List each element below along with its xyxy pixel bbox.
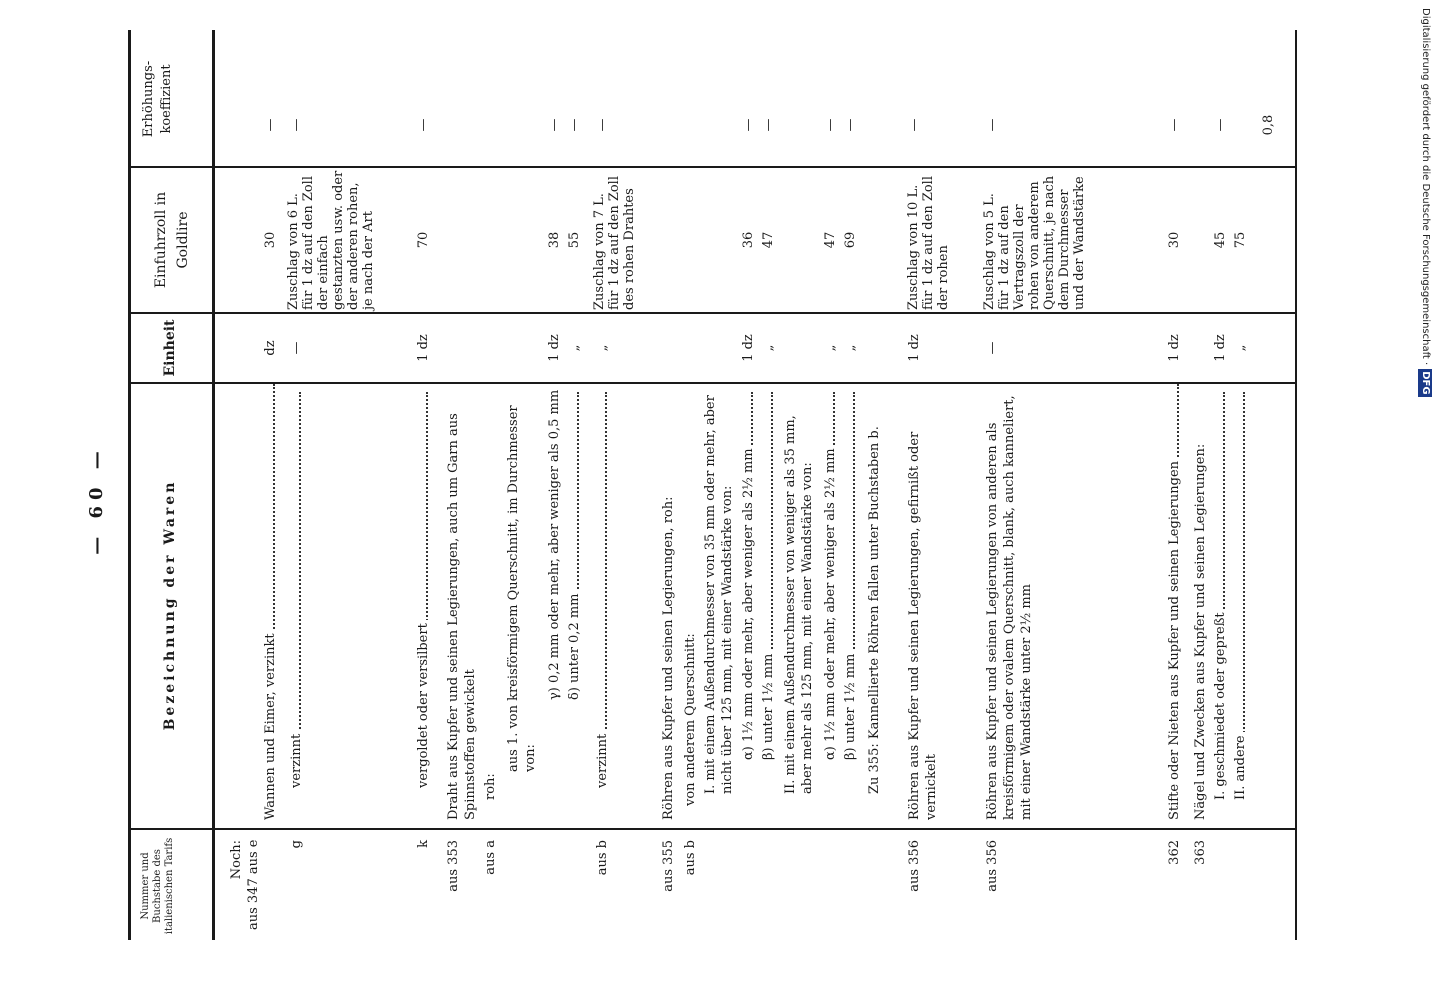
unit: „ (567, 344, 582, 352)
goods-description (262, 380, 279, 820)
tariff-ref: k (416, 840, 431, 848)
goods-description: Nägel und Zwecken aus Kupfer und seinen Legierungen: (1193, 443, 1208, 820)
dfg-logo: DFG (1420, 371, 1431, 395)
coefficient: — (823, 118, 838, 132)
duty: 55 (567, 231, 582, 249)
tariff-ref: aus 355 (661, 840, 676, 892)
goods-description-text: β) unter 1½ mm (761, 651, 776, 760)
duty: 69 (843, 231, 858, 249)
column-divider (128, 382, 1297, 384)
goods-description-text: I. geschmiedet oder gepreßt (1213, 609, 1228, 800)
goods-description: roh: (483, 773, 498, 800)
tariff-ref: Noch: (229, 840, 244, 880)
goods-description (594, 388, 611, 788)
goods-description: I. mit einem Außendurchmesser von 35 mm oder mehr, aber nicht über 125 mm, mit einer Wandstärke von: (703, 395, 735, 794)
goods-description: aus 1. von kreisförmigem Querschnitt, im Durchmesser von: (506, 405, 538, 772)
goods-description: Röhren aus Kupfer und seinen Legierungen, gefirnißt oder vernickelt (907, 431, 939, 820)
coefficient: — (843, 118, 858, 132)
goods-description-text: II. andere (1233, 732, 1248, 800)
goods-description-text: vergoldet oder versilbert (416, 620, 431, 788)
goods-description: Röhren aus Kupfer und seinen Legierungen, roh: (661, 496, 676, 820)
goods-description: von anderem Querschnitt: (683, 633, 698, 806)
goods-description (842, 388, 859, 760)
unit: — (289, 341, 304, 355)
goods-description-text: δ) unter 0,2 mm (567, 590, 582, 700)
goods-description (760, 388, 777, 760)
goods-description: Zu 355: Kannellierte Röhren fallen unter Buchstaben b. (867, 426, 882, 794)
duty: 30 (1167, 231, 1182, 249)
coefficient: — (547, 118, 562, 132)
tariff-ref: aus 356 (985, 840, 1000, 892)
header-description: Bezeichnung der Waren (162, 479, 178, 731)
unit: „ (761, 344, 776, 352)
goods-description (822, 388, 839, 760)
coefficient: — (907, 118, 922, 132)
unit: dz (263, 340, 278, 356)
column-divider (128, 166, 1297, 168)
coefficient: — (416, 118, 431, 132)
header-coefficient: Erhöhungskoeffizient (141, 60, 174, 138)
tariff-ref: aus 353 (446, 840, 461, 892)
goods-description: Draht aus Kupfer und seinen Legierungen, auch um Garn aus Spinnstoffen gewickelt (446, 413, 478, 820)
goods-description-text: Wannen und Eimer, verzinkt (263, 630, 278, 820)
goods-description (1212, 388, 1229, 800)
duty: 47 (823, 231, 838, 249)
coefficient: — (741, 118, 756, 132)
goods-description (1232, 388, 1249, 800)
coefficient: — (1213, 118, 1228, 132)
header-number: Nummer und Buchstabe des italienischen Tarifs (140, 837, 175, 935)
column-divider (128, 312, 1297, 314)
tariff-ref: 362 (1167, 840, 1182, 865)
unit: „ (843, 344, 858, 352)
tariff-ref: g (289, 840, 304, 849)
tariff-ref: 363 (1193, 840, 1208, 865)
tariff-ref: aus 356 (907, 840, 922, 892)
coefficient: — (761, 118, 776, 132)
column-divider (128, 828, 1297, 830)
duty: 45 (1213, 231, 1228, 249)
unit: 1 dz (416, 334, 431, 362)
unit: 1 dz (547, 334, 562, 362)
goods-description (415, 388, 432, 788)
coefficient: — (595, 118, 610, 132)
goods-description-text: Stifte oder Nieten aus Kupfer und seinen Legierungen (1167, 458, 1182, 820)
goods-description (740, 388, 757, 760)
duty: 47 (761, 231, 776, 249)
duty: 38 (547, 231, 562, 249)
duty: Zuschlag von 6 L. für 1 dz auf den Zoll der einfach gestanzten usw. oder der anderen rohen, je nach der Art (286, 170, 376, 310)
goods-description-text: α) 1½ mm oder mehr, aber weniger als 2½ mm (823, 445, 838, 760)
unit: „ (823, 344, 838, 352)
duty: 75 (1233, 231, 1248, 249)
tariff-ref: aus b (595, 840, 610, 876)
watermark-strip (10, 0, 1424, 20)
unit: 1 dz (741, 334, 756, 362)
coefficient: — (985, 118, 1000, 132)
goods-description (566, 388, 583, 700)
coefficient: — (289, 118, 304, 132)
header-unit: Einheit (162, 319, 178, 377)
goods-description: Röhren aus Kupfer und seinen Legierungen von anderen als kreisförmigem oder ovalem Querschnitt, blank, auch kanneliert, mit einer Wandstärke unter 2½ mm (985, 395, 1034, 820)
unit: — (985, 341, 1000, 355)
duty: 36 (741, 231, 756, 249)
goods-description-text: α) 1½ mm oder mehr, aber weniger als 2½ mm (741, 445, 756, 760)
unit: 1 dz (1167, 334, 1182, 362)
duty: 30 (263, 231, 278, 249)
coefficient: — (567, 118, 582, 132)
dfg-watermark (1416, 8, 1434, 992)
goods-description-text: β) unter 1½ mm (843, 651, 858, 760)
watermark-text: Digitalisierung gefördert durch die Deutsche Forschungsgemeinschaft · (1420, 8, 1431, 366)
duty: Zuschlag von 7 L. für 1 dz auf den Zoll des rohen Drahtes (592, 176, 637, 310)
header-duty: Einfuhrzoll in Goldlire (153, 191, 191, 289)
unit: 1 dz (1213, 334, 1228, 362)
unit: „ (1233, 344, 1248, 352)
duty: Zuschlag von 10 L. für 1 dz auf den Zoll der rohen (906, 176, 951, 310)
goods-description: II. mit einem Außendurchmesser von weniger als 35 mm, aber mehr als 125 mm, mit einer Wandstärke von: (783, 415, 815, 794)
goods-description-text: verzinnt (595, 731, 610, 788)
goods-description (288, 388, 305, 788)
duty: Zuschlag von 5 L. für 1 dz auf den Vertragszoll der rohen von anderem Querschnitt, je nach dem Durchmesser und der Wandstärke (982, 175, 1087, 310)
page-number: — 60 — (86, 445, 107, 555)
tariff-ref: aus a (483, 840, 498, 875)
coefficient: 0,8 (1261, 114, 1276, 136)
watermark-text-wrap (1418, 8, 1432, 397)
goods-description-text: verzinnt (289, 731, 304, 788)
goods-description-text: γ) 0,2 mm oder mehr, aber weniger als 0,5 mm (547, 388, 562, 700)
goods-description (1166, 380, 1183, 820)
unit: 1 dz (907, 334, 922, 362)
duty: 70 (416, 231, 431, 249)
tariff-ref: aus 347 aus e (246, 839, 261, 930)
unit: „ (595, 344, 610, 352)
tariff-ref: aus b (683, 840, 698, 876)
coefficient: — (263, 118, 278, 132)
goods-description (546, 388, 563, 700)
coefficient: — (1167, 118, 1182, 132)
